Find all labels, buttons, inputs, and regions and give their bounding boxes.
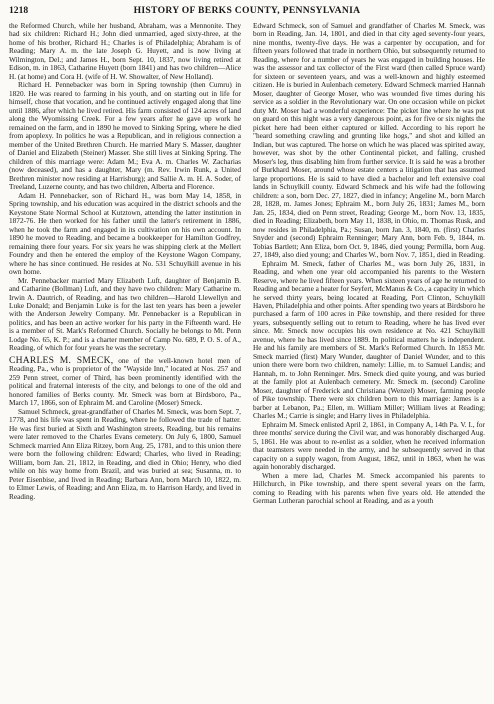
- paragraph-text: Adam H. Pennebacker, son of Richard H., was born May 14, 1858, in Spring township, and his education was acquired in the district schools and the Keystone State Normal School at Kutztown, attending the latter institution in 1872-76. He then worked for his father until the latter's retirement in 1886, when he took the farm and engaged in its cultivation on his own account. In 1890 he moved to Reading, and became a bookkeeper for Hamilton Godfrey, remaining there four years. For six years he was shipping clerk at the Mellert Foundry and then he entered the employ of the Keystone Wagon Company, where he has since continued. He resides at No. 531 Schuylkill avenue in his own home.: [9, 190, 241, 277]
- paragraph: [9, 277, 241, 353]
- paragraph: [253, 421, 485, 472]
- paragraph-text: When a mere lad, Charles M. Smeck accompanied his parents to Hillchurch, in Pike township, and there spent several years on the farm, coming to Reading with his parents when five years old. He attended the German Lutheran parochial school at Reading, and as a youth: [253, 470, 485, 506]
- paragraph: [253, 22, 485, 260]
- paragraph: [253, 260, 485, 421]
- paragraph: [9, 354, 241, 408]
- page-header: [9, 5, 485, 19]
- paragraph-text: Edward Schmeck, son of Samuel and grandfather of Charles M. Smeck, was born in Reading, Jan. 14, 1801, and died in that city aged seventy-four years, nine months, twenty-five days. He was a carpenter by occupation, and for fifteen years followed that trade in northern Ohio, but subsequently returned to Reading, where for a number of years he was engaged in building houses. He was the assessor and tax collector of the First ward (then called Spruce ward) for sixteen or seventeen years, and was a well-known and highly esteemed citizen. He is buried in Aulenbach cemetery. Edward Schmeck married Hannah Moser, daughter of George Moser, who was wounded five times during his service as a soldier in the Revolutionary war. On one occasion while on picket duty Mr. Moser had a wonderful experience: The picket line where he was put on guard on this night was a very dangerous point, as for five or six nights the picket here had been either captured or killed. According to his report he "heard something crawling and grunting like hogs," and shot and killed an Indian, but was captured. The horse on which he was placed was spirited away, however, was shot by the other Continental picket, and falling, crushed Moser's leg, thus disabling him from further service. It is said he was a brother of Burkhard Moser, around whose estate centers a litigation that has assumed large proportions. He is said to have died a bachelor and left extensive coal lands in Schuylkill county. Edward Schmeck and his wife had the following children: a son, born Dec. 27, 1827, died in infancy; Angeline M., born March 28, 1828, m. James Jones; Ephraim M., born July 26, 1831; James M., born Jan. 25, 1834, died on Penn street, Reading; George M., born Nov. 13, 1835, died in Reading; Elizabeth, born May 11, 1838, in Ohio, m. Thomas Rusk, and now resides in Philadelphia, Pa.; Susan, born Jan. 3, 1840, m. (first) Charles Snyder and (second) Ephraim Renninger; Mary Ann, born Feb. 9, 1844, m. Tobias Bartlett; Ann Eliza, born Oct. 9, 1846, died young; Permilla, born Aug. 27, 1849, also died young; and Charles W., born Nov. 7, 1851, died in Reading.: [253, 22, 485, 260]
- paragraph-text: Ephraim M. Smeck enlisted April 2, 1861, in Company A, 14th Pa. V. I., for three months' service during the Civil war, and was honorably discharged Aug. 5, 1861. He was about to re-enlist as a soldier, when he received information that teamsters were needed in the army, and he subsequently served in that capacity on a supply wagon, from August, 1862, until in 1863, when he was again honorably discharged.: [253, 419, 485, 472]
- running-title: HISTORY OF BERKS COUNTY, PENNSYLVANIA: [133, 5, 361, 16]
- paragraph: [9, 81, 241, 191]
- paragraph: [9, 408, 241, 501]
- paragraph-text: Richard H. Pennebacker was born in Spring township (then Cumru) in 1820. He was reared to farming in his youth, and on starting out in life for himself, chose that vocation, and he continued actively engaged along that line until 1886, after which he lived retired. His farm consisted of 124 acres of land along the Wyomissing Creek. For a few years after he gave up work he remained on the farm, and in 1890 he moved to Sinking Spring, where he died from apoplexy. In politics he was a Republican, and in religious connection a member of the United Brethren Church. He married Mary S. Masser, daughter of Daniel and Elizabeth (Steiner) Masser. She still lives at Sinking Spring. The children of this marriage were: Adam M.; Eva A. m. Charles W. Zacharias (now deceased), and has a daughter, Mary (m. Rev. Irwin Runk, a United Brethren minister now residing at Harrisburg); and Sallie A. m. H. A. Soder, of Treeland, Luzerne county, and has two children, Alberta and Florence.: [9, 80, 241, 192]
- page-number: 1218: [9, 5, 29, 16]
- paragraph-text: Mr. Pennebacker married Mary Elizabeth Luft, daughter of Benjamin B. and Catharine (Bollman) Luft, and they have two children: Mary Catharine m. Irwin A. Dautrich, of Reading, and has two children—Harold Llewellyn and Luke Donald; and Benjamin Luke is for the last ten years has been a jeweler with the Anderson Jewelry Company. Mr. Pennebacker is a Republican in politics, and has been an active worker for his party in the Fifteenth ward. He is a member of St. Mark's Reformed Church. Socially he belongs to Mt. Penn Lodge No. 65, K. P.; and is a charter member of Camp No. 689, P. O. S. of A., Reading, of which for four years he was the secretary.: [9, 275, 241, 353]
- right-column: [253, 22, 485, 704]
- text-columns: [9, 22, 485, 704]
- paragraph: [9, 22, 241, 81]
- left-column: [9, 22, 241, 704]
- paragraph: [253, 472, 485, 506]
- paragraph-text: the Reformed Church, while her husband, Abraham, was a Mennonite. They had six children: Richard H.; John died unmarried, aged sixty-three, at the home of his brother, Richard H.; Charles is of Philadelphia; Abraham is of Reading; Mary A. m. the late Joseph G. Huyett, and is now living at Wilmington, Del.; and James H., born Sept. 10, 1837, now living retired at Edison, m. in 1863, Catharine Huyett (born 1841) and has two children—Alice H. (at home) and Cora H. (wife of H. W. Showalter, of New Holland).: [9, 22, 241, 81]
- paragraph-text: Ephraim M. Smeck, father of Charles M., was born July 26, 1831, in Reading, and when one year old accompanied his parents to the Western Reserve, where he lived fifteen years. When sixteen years of age he returned to Reading and became a heater for Seyfert, McManus & Co., a capacity in which he served thirty years, being located at Reading, Port Clinton, Schuylkill Haven, Philadelphia and other points. After spending two years at Birdsboro he purchased a farm of 100 acres in Pike township, and there resided for three years, subsequently selling out to return to Reading, where he has lived ever since. Mr. Smeck now occupies his own residence at No. 421 Schuylkill avenue, where he has lived since 1889. In political matters he is independent. He and his family are members of St. Mark's Reformed Church. In 1853 Mr. Smeck married (first) Mary Wunder, daughter of Daniel Wunder, and to this union there were born two children, namely: Lillie, m. to Samuel Landis; and Hannah, m. to John Renninger. Mrs. Smeck died quite young, and was buried at the family plot at Aulenbach cemetery. Mr. Smeck m. (second) Caroline Moser, daughter of Frederick and Christiana (Wenzel) Moser, farming people of Pike township. There were six children born to this marriage: James is a barber at Lebanon, Pa.; Ellen, m. William Miller; William lives at Reading; Charles M.; Carrie is single; and Harry lives in Philadelphia.: [253, 258, 485, 421]
- paragraph: [9, 192, 241, 277]
- paragraph-text: Samuel Schmeck, great-grandfather of Charles M. Smeck, was born Sept. 7, 1778, and his life was spent in Reading, where he followed the trade of hatter. He was first buried at Sixth and Washington streets, Reading, but his remains were later removed to the Charles Evans cemetery. On July 6, 1800, Samuel Schmeck married Ann Eliza Ritzey, born Aug. 25, 1781, and to this union there were born the following children: Edward; Charles, who lived in Reading; William, born Jan. 21, 1812, in Reading, and died in Ohio; Henry, who died while on his way home from Brazil, and was buried at sea; Susanna, m. to Peter Eisenbise, and lived in Reading; Barbara Ann, born March 10, 1822, m. to Elmer Lewis, of Reading; and Ann Eliza, m. to Harrison Hardy, and lived in Reading.: [9, 406, 241, 501]
- biography-heading: CHARLES M. SMECK,: [9, 354, 114, 366]
- paragraph-text: one of the well-known hotel men of Reading, Pa., who is proprietor of the "Wayside Inn," located at Nos. 257 and 259 Penn street, corner of Third, has been prominently identified with the political and fraternal interests of the city, and belongs to one of the old and honored families of Berks county. Mr. Smeck was born at Birdsboro, Pa., March 17, 1866, son of Ephraim M. and Caroline (Moser) Smeck.: [9, 355, 241, 408]
